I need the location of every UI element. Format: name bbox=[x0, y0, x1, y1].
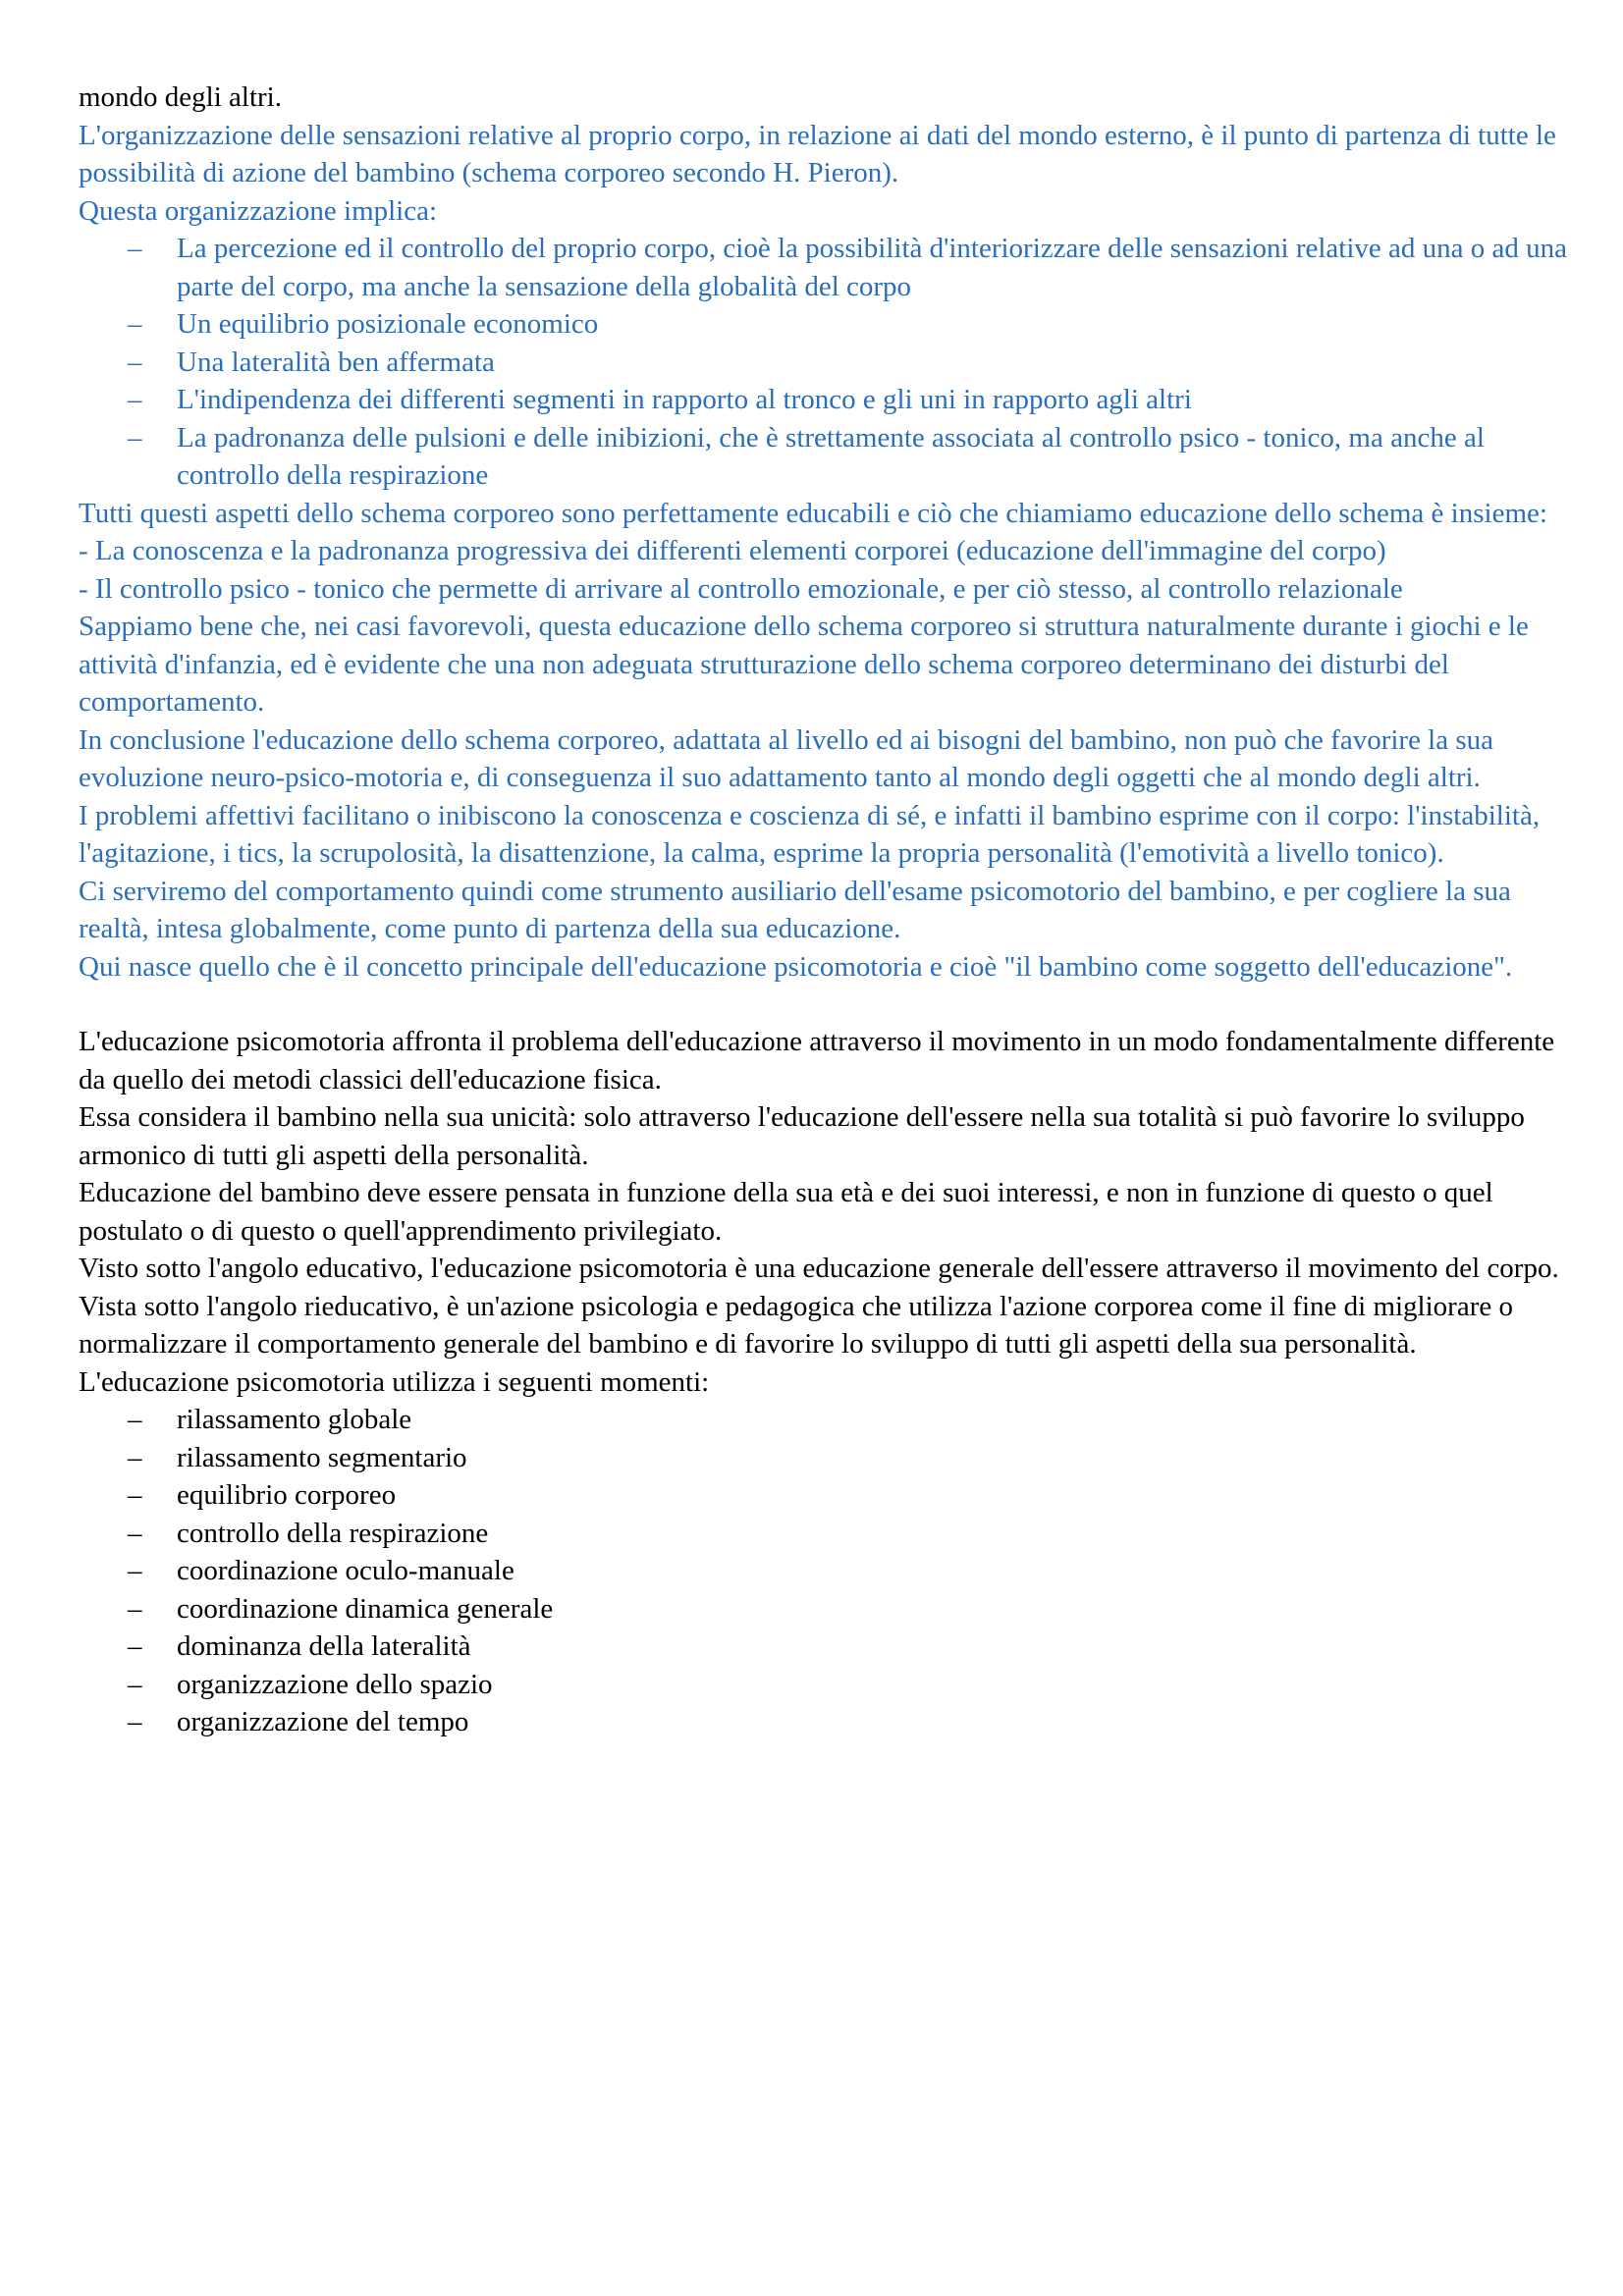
dash-bullet: – bbox=[128, 1592, 142, 1625]
dash-bullet: – bbox=[128, 346, 142, 378]
dash-bullet: – bbox=[128, 1630, 142, 1662]
list-item bbox=[79, 230, 1571, 305]
list-item-text: organizzazione del tempo bbox=[177, 1706, 469, 1737]
paragraph-qui: Qui nasce quello che è il concetto principale dell'educazione psicomotoria e cioè "il bambino come soggetto dell'educazione". bbox=[79, 950, 1513, 983]
dash-bullet: – bbox=[128, 1668, 142, 1700]
list-item bbox=[79, 1439, 1571, 1477]
dash-bullet: – bbox=[128, 421, 142, 454]
list-item bbox=[79, 1628, 1571, 1666]
list-item-text: Una lateralità ben affermata bbox=[177, 346, 495, 378]
document-page bbox=[79, 79, 1571, 1741]
dash-bullet: – bbox=[128, 1517, 142, 1549]
list-item-text: Un equilibrio posizionale economico bbox=[177, 308, 599, 340]
dash-bullet: – bbox=[128, 1555, 142, 1586]
paragraph-educazione: Educazione del bambino deve essere pensata in funzione della sua età e dei suoi interessi, e non in funzione di questo o quel postulato o di questo o quell'apprendimento privilegiato. bbox=[79, 1177, 1493, 1247]
list-item-text: dominanza della lateralità bbox=[177, 1630, 471, 1662]
paragraph-organizzazione: L'organizzazione delle sensazioni relative al proprio corpo, in relazione ai dati del mondo esterno, è il punto di partenza di tutte le possibilità di azione del bambino (schema corporeo secondo H. Pieron). bbox=[79, 119, 1556, 188]
list-item-text: coordinazione dinamica generale bbox=[177, 1592, 554, 1625]
dash-bullet: – bbox=[128, 233, 142, 264]
black-section bbox=[79, 1023, 1571, 1741]
paragraph-visto: Visto sotto l'angolo educativo, l'educazione psicomotoria è una educazione generale dell'essere attraverso il movimento del corpo. Vista sotto l'angolo rieducativo, è un'azione psicologia e pedagogica che utilizza l'azione corporea come il fine di migliorare o normalizzare il comportamento generale del bambino e di favorire lo sviluppo di tutti gli aspetti della sua personalità. bbox=[79, 1253, 1559, 1360]
list-item-text: equilibrio corporeo bbox=[177, 1479, 397, 1511]
list-implica bbox=[79, 230, 1571, 495]
dash-bullet: – bbox=[128, 1404, 142, 1435]
paragraph-conclusione: In conclusione l'educazione dello schema corporeo, adattata al livello ed ai bisogni del bambino, non può che favorire la sua evoluzione neuro-psico-motoria e, di conseguenza il suo adattamento tanto al mondo degli oggetti che al mondo degli altri. bbox=[79, 723, 1494, 793]
list-item-text: controllo della respirazione bbox=[177, 1517, 489, 1549]
list-item bbox=[79, 419, 1571, 495]
continuation-text: mondo degli altri. bbox=[79, 81, 282, 113]
list-item-text: L'indipendenza dei differenti segmenti in rapporto al tronco e gli uni in rapporto agli altri bbox=[177, 384, 1192, 415]
paragraph-affronta: L'educazione psicomotoria affronta il problema dell'educazione attraverso il movimento in un modo fondamentalmente differente da quello dei metodi classici dell'educazione fisica. bbox=[79, 1026, 1555, 1095]
list-item bbox=[79, 381, 1571, 419]
list-item bbox=[79, 305, 1571, 344]
dash-bullet: – bbox=[128, 1441, 142, 1473]
list-item-text: La percezione ed il controllo del proprio corpo, cioè la possibilità d'interiorizzare delle sensazioni relative ad una o ad una parte del corpo, ma anche la sensazione della globalità del corpo bbox=[177, 233, 1568, 302]
paragraph-implica: Questa organizzazione implica: bbox=[79, 194, 438, 227]
paragraph-considera: Essa considera il bambino nella sua unicità: solo attraverso l'educazione dell'essere nella sua totalità si può favorire lo sviluppo armonico di tutti gli aspetti della personalità. bbox=[79, 1101, 1525, 1171]
dash-bullet: – bbox=[128, 384, 142, 415]
list-momenti bbox=[79, 1401, 1571, 1741]
list-item bbox=[79, 1401, 1571, 1439]
list-item bbox=[79, 1703, 1571, 1741]
paragraph-utilizza: L'educazione psicomotoria utilizza i seguenti momenti: bbox=[79, 1365, 710, 1398]
list-item-text: rilassamento globale bbox=[177, 1404, 412, 1435]
dash-bullet: – bbox=[128, 308, 142, 340]
list-item-text: La padronanza delle pulsioni e delle inibizioni, che è strettamente associata al controllo psico - tonico, ma anche al controllo della respirazione bbox=[177, 421, 1485, 491]
paragraph-controllo: - Il controllo psico - tonico che permette di arrivare al controllo emozionale, e per ciò stesso, al controllo relazionale bbox=[79, 572, 1403, 605]
dash-bullet: – bbox=[128, 1706, 142, 1737]
list-item-text: rilassamento segmentario bbox=[177, 1441, 467, 1473]
list-item-text: coordinazione oculo-manuale bbox=[177, 1555, 514, 1586]
paragraph-conoscenza: - La conoscenza e la padronanza progressiva dei differenti elementi corporei (educazione dell'immagine del corpo) bbox=[79, 535, 1386, 566]
list-item bbox=[79, 1666, 1571, 1704]
paragraph-sappiamo: Sappiamo bene che, nei casi favorevoli, questa educazione dello schema corporeo si struttura naturalmente durante i giochi e le attività d'infanzia, ed è evidente che una non adeguata strutturazione dello schema corporeo determinano dei disturbi del comportamento. bbox=[79, 611, 1529, 718]
list-item bbox=[79, 1476, 1571, 1515]
paragraph-serviremo: Ci serviremo del comportamento quindi come strumento ausiliario dell'esame psicomotorio del bambino, e per cogliere la sua realtà, intesa globalmente, come punto di partenza della sua educazione. bbox=[79, 875, 1511, 944]
paragraph-problemi: I problemi affettivi facilitano o inibiscono la conoscenza e coscienza di sé, e infatti il bambino esprime con il corpo: l'instabilità, l'agitazione, i tics, la scrupolosità, la disattenzione, la calma, esprime la propria personalità (l'emotività a livello tonico). bbox=[79, 799, 1541, 869]
list-item bbox=[79, 1590, 1571, 1629]
list-item-text: organizzazione dello spazio bbox=[177, 1668, 493, 1700]
paragraph-tutti: Tutti questi aspetti dello schema corporeo sono perfettamente educabili e ciò che chiamiamo educazione dello schema è insieme: bbox=[79, 497, 1547, 529]
list-item bbox=[79, 1552, 1571, 1590]
dash-bullet: – bbox=[128, 1479, 142, 1511]
list-item bbox=[79, 1515, 1571, 1553]
list-item bbox=[79, 344, 1571, 382]
blue-section bbox=[79, 117, 1571, 987]
paragraph-gap bbox=[79, 986, 1571, 1023]
